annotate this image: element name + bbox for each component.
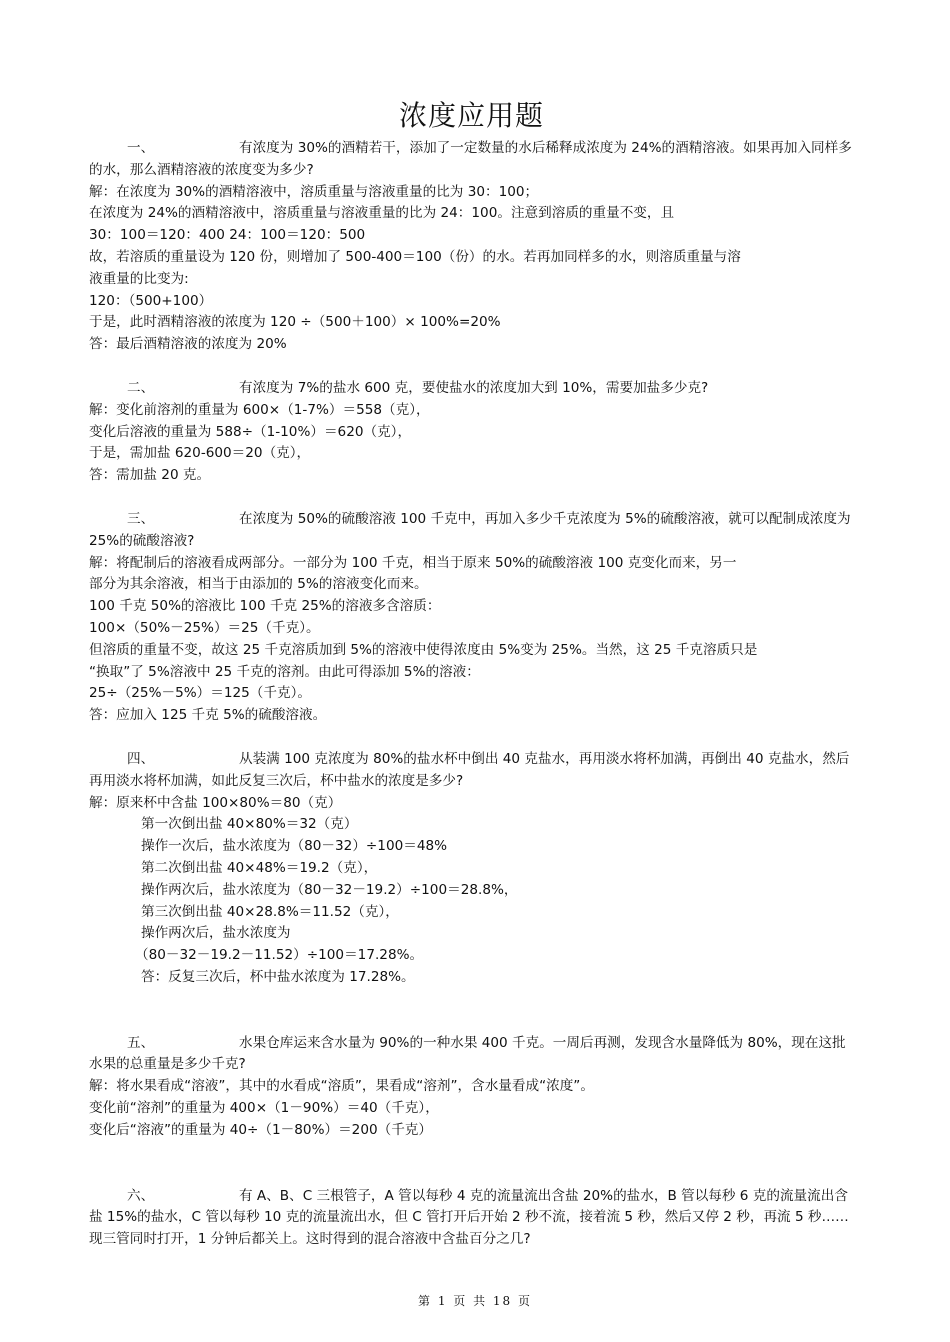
problem-4-question — [89, 749, 854, 793]
problem-3-question — [89, 509, 854, 553]
problem-1-text: 有浓度为 30%的酒精若干，添加了一定数量的水后稀释成浓度为 24%的酒精溶液。如果再加入同样多的水，那么酒精溶液的浓度变为多少? — [89, 140, 852, 178]
solution-line: 于是，此时酒精溶液的浓度为 120 ÷（500＋100）× 100%=20% — [89, 314, 501, 331]
solution-line: “换取”了 5%溶液中 25 千克的溶剂。由此可得添加 5%的溶液： — [89, 663, 480, 680]
solution-line: 但溶质的重量不变，故这 25 千克溶质加到 5%的溶液中使得浓度由 5%变为 25%。当然，这 25 千克溶质只是 — [89, 641, 758, 658]
solution-line: 故，若溶质的重量设为 120 份，则增加了 500-400＝100（份）的水。若再加同样多的水，则溶质重量与溶 — [89, 248, 741, 265]
answer-line: 答：需加盐 20 克。 — [89, 467, 211, 484]
problem-5-question — [89, 1033, 854, 1077]
solution-line: 解：在浓度为 30%的酒精溶液中，溶质重量与溶液重量的比为 30：100； — [89, 183, 539, 200]
problem-6-question — [89, 1186, 854, 1251]
solution-line: 变化后“溶液”的重量为 40÷（1－80%）＝200（千克） — [89, 1121, 432, 1138]
problem-4-number: 四、 — [127, 750, 155, 767]
solution-line: 变化后溶液的重量为 588÷（1-10%）＝620（克）， — [89, 423, 412, 440]
problem-2-number: 二、 — [127, 379, 155, 396]
solution-line: 25÷（25%－5%）＝125（千克）。 — [89, 685, 311, 702]
solution-line: 部分为其余溶液，相当于由添加的 5%的溶液变化而来。 — [89, 576, 428, 593]
solution-line: 操作两次后，盐水浓度为 — [141, 925, 291, 942]
solution-line: 变化前“溶剂”的重量为 400×（1－90%）＝40（千克）， — [89, 1100, 439, 1117]
solution-line: 于是，需加盐 620-600＝20（克）， — [89, 445, 311, 462]
solution-line: 第一次倒出盐 40×80%＝32（克） — [141, 816, 358, 833]
page-footer: 第 1 页 共 18 页 — [418, 1294, 532, 1308]
answer-line: 答：应加入 125 千克 5%的硫酸溶液。 — [89, 707, 327, 724]
solution-line: 解：变化前溶剂的重量为 600×（1-7%）＝558（克）， — [89, 401, 430, 418]
problem-3-text: 在浓度为 50%的硫酸溶液 100 千克中，再加入多少千克浓度为 5%的硫酸溶液，就可以配制成浓度为 25%的硫酸溶液? — [89, 510, 851, 549]
solution-lead: 解：原来杯中含盐 100×80%＝80（克） — [89, 794, 342, 811]
solution-line: （80－32－19.2－11.52）÷100＝17.28%。 — [135, 947, 424, 964]
problem-1-number: 一、 — [127, 140, 155, 156]
problem-5-number: 五、 — [127, 1034, 155, 1051]
problem-6-text: 有 A、B、C 三根管子，A 管以每秒 4 克的流量流出含盐 20%的盐水，B 管以每秒 6 克的流量流出含盐 15%的盐水，C 管以每秒 10 克的流量流出水，但 C 管打开后开始 2 秒不流，接着流 5 秒，然后又停 2 秒，再流 5 秒……现三管同时打开，1 分钟后都关上。这时得到的混合溶液中含盐百分之几? — [89, 1187, 849, 1248]
solution-line: 100 千克 50%的溶液比 100 千克 25%的溶液多含溶质： — [89, 598, 441, 615]
problem-3-number: 三、 — [127, 510, 155, 527]
solution-line: 30：100＝120：400 24：100＝120：500 — [89, 227, 366, 244]
problem-5-text: 水果仓库运来含水量为 90%的一种水果 400 千克。一周后再测，发现含水量降低为 80%，现在这批水果的总重量是多少千克? — [89, 1034, 846, 1073]
page-title: 浓度应用题 — [398, 99, 544, 132]
problem-2-text: 有浓度为 7%的盐水 600 克，要使盐水的浓度加大到 10%，需要加盐多少克? — [239, 379, 709, 396]
solution-line: 第二次倒出盐 40×48%＝19.2（克）， — [141, 859, 378, 876]
solution-line: 解：将配制后的溶液看成两部分。一部分为 100 千克，相当于原来 50%的硫酸溶液 100 克变化而来，另一 — [89, 554, 737, 571]
problem-2-question — [89, 378, 854, 400]
problem-6-number: 六、 — [127, 1187, 155, 1204]
solution-line: 操作一次后，盐水浓度为（80－32）÷100＝48% — [141, 838, 448, 855]
solution-line: 液重量的比变为: — [89, 270, 189, 287]
solution-line: 100×（50%－25%）＝25（千克）。 — [89, 619, 320, 636]
solution-line: 解：将水果看成“溶液”，其中的水看成“溶质”，果看成“溶剂”，含水量看成“浓度”。 — [89, 1078, 594, 1095]
solution-line: 在浓度为 24%的酒精溶液中，溶质重量与溶液重量的比为 24：100。注意到溶质的重量不变，且 — [89, 205, 675, 222]
solution-line: 操作两次后，盐水浓度为（80－32－19.2）÷100＝28.8%， — [141, 881, 518, 898]
answer-line: 答：最后酒精溶液的浓度为 20% — [89, 336, 287, 353]
problem-1-question — [89, 138, 854, 182]
problem-4-text: 从装满 100 克浓度为 80%的盐水杯中倒出 40 克盐水，再用淡水将杯加满，再倒出 40 克盐水，然后再用淡水将杯加满，如此反复三次后，杯中盐水的浓度是多少? — [89, 750, 850, 789]
solution-line: 120：（500+100） — [89, 292, 213, 309]
answer-line: 答：反复三次后，杯中盐水浓度为 17.28%。 — [141, 968, 415, 985]
solution-line: 第三次倒出盐 40×28.8%＝11.52（克）， — [141, 903, 399, 920]
